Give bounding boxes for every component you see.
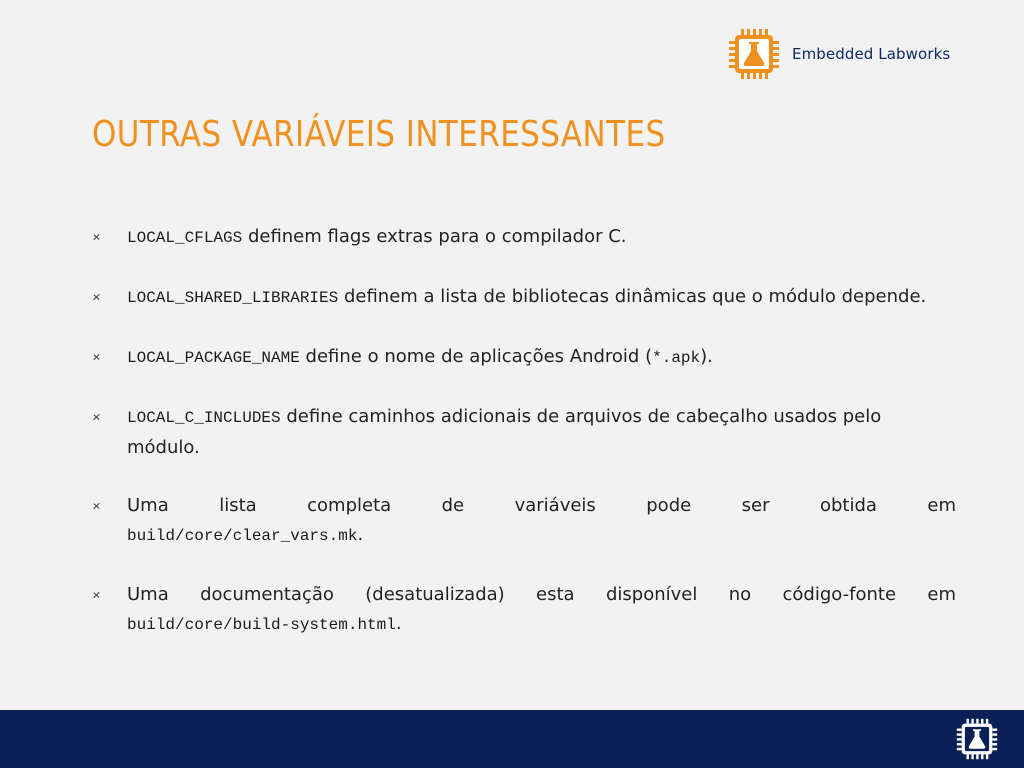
list-item: [90, 222, 956, 253]
code-text: LOCAL_SHARED_LIBRARIES: [127, 289, 339, 307]
chip-flask-logo-icon: [956, 718, 998, 760]
code-text: LOCAL_C_INCLUDES: [127, 409, 281, 427]
bullet-marker-icon: [90, 402, 102, 431]
page-title: OUTRAS VARIÁVEIS INTERESSANTES: [92, 114, 666, 155]
chip-flask-logo-icon: [728, 28, 780, 80]
list-item: [90, 282, 956, 313]
list-item: [90, 580, 956, 640]
list-item: [90, 402, 956, 462]
bullet-text-tail: ).: [700, 346, 713, 367]
bullet-tail: [127, 520, 956, 551]
bullet-text: define caminhos adicionais de arquivos de cabeçalho usados pelo módulo.: [127, 406, 882, 458]
code-text: LOCAL_CFLAGS: [127, 229, 243, 247]
bullet-list: [90, 222, 956, 669]
bullet-tail: [127, 609, 956, 640]
footer-bar: [0, 710, 1024, 768]
bullet-text: define o nome de aplicações Android (: [299, 346, 653, 367]
brand-header: [728, 28, 950, 80]
bullet-text: definem flags extras para o compilador C.: [242, 226, 627, 247]
bullet-text: Uma lista completa de variáveis pode ser obtida em: [127, 495, 956, 516]
bullet-marker-icon: [90, 491, 102, 520]
bullet-marker-icon: [90, 222, 102, 251]
bullet-text-tail: .: [395, 613, 402, 634]
bullet-text: definem a lista de bibliotecas dinâmicas que o módulo depende.: [338, 286, 927, 307]
code-text: LOCAL_PACKAGE_NAME: [127, 349, 300, 367]
bullet-text-tail: .: [357, 524, 364, 545]
list-item: [90, 342, 956, 373]
bullet-marker-icon: [90, 282, 102, 311]
bullet-marker-icon: [90, 580, 102, 609]
list-item: [90, 491, 956, 551]
bullet-marker-icon: [90, 342, 102, 371]
code-text: build/core/build-system.html: [127, 616, 396, 634]
brand-name: Embedded Labworks: [792, 45, 951, 63]
bullet-text: Uma documentação (desatualizada) esta disponível no código-fonte em: [127, 584, 956, 605]
code-text: *.apk: [652, 349, 701, 367]
code-text: build/core/clear_vars.mk: [127, 527, 358, 545]
